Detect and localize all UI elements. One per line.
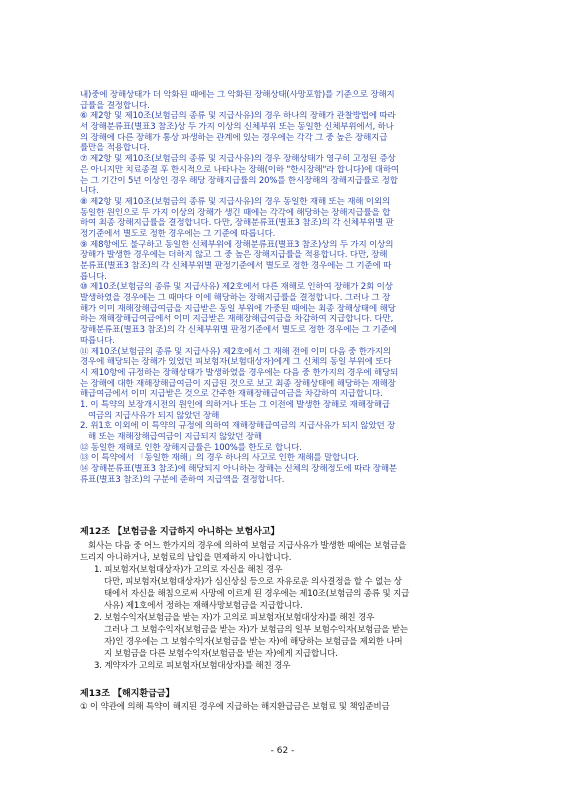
clause-line: 정기준에서 별도로 정한 경우에는 그 기준에 따릅니다.	[80, 228, 276, 239]
section-line: 드리지 아니하거나, 보험료의 납입을 면제하지 아니합니다.	[80, 553, 292, 563]
clause-list-item-cont: 해 또는 재해장해급여금이 지급되지 않았던 장해	[88, 432, 262, 442]
clause-line: ⑪ 제10조(보험금의 종류 및 지급사유) 제2호에서 그 재해 전에 이미 다음 중 한가지의	[80, 346, 391, 357]
clause-line: 는 장해에 대한 재해장해급여금이 지급된 것으로 보고 최종 장해상태에 해당하는 재해장	[80, 378, 396, 389]
clause-line: 해급여금에서 이미 지급받은 것으로 간주한 재해장해급여금을 차감하여 지급합니다.	[80, 389, 383, 400]
clause-line: 하는 재해장해급여금에서 이미 지급받은 재해장해급여금을 차감하여 지급합니다. 다만,	[80, 314, 394, 325]
clause-line: 장해분류표(별표3 참조)의 각 신체부위별 판정기준에서 별도로 정한 경우에는 그 기준에	[80, 325, 397, 336]
section-list-item-cont: 사유) 제1호에서 정하는 재해사망보험금을 지급합니다.	[104, 601, 303, 611]
clause-line: ⑦ 제2항 및 제10조(보험금의 종류 및 지급사유)의 경우 장해상태가 영구히 고정된 증상	[80, 154, 396, 165]
section-13-body	[80, 701, 488, 713]
clause-line: ⑫ 동일한 재해로 인한 장해지급률은 100%를 한도로 합니다.	[80, 442, 302, 453]
clause-line: ⑨ 제8항에도 불구하고 동일한 신체부위에 장해분류표(별표3 참조)상의 두 가지 이상의	[80, 239, 394, 250]
clause-line: 급률을 결정합니다.	[80, 100, 150, 111]
clause-line: 해가 이미 재해장해급여금을 지급받은 동일 부위에 가중된 때에는 최종 장해상태에 해당	[80, 303, 396, 314]
clause-line: 의 장해에 다른 장해가 통상 파생하는 관계에 있는 경우에는 각각 그 중 높은 장해지급	[80, 132, 388, 143]
section-12-title: 제12조 【보험금을 지급하지 아니하는 보험사고】	[80, 527, 280, 537]
section-list-item: 3. 계약자가 고의로 피보험자(보험대상자)를 해친 경우	[94, 661, 291, 671]
page-number: - 62 -	[270, 746, 295, 756]
clause-line: 장해가 발생한 경우에는 더하지 않고 그 중 높은 장해지급률을 적용합니다. 다만, 장해	[80, 250, 388, 261]
clause-list-item-cont: 여금의 지급사유가 되지 않았던 장해	[88, 410, 220, 421]
section-list-item: 2. 보험수익자(보험금을 받는 자)가 고의로 피보험자(보험대상자)를 해친 경우	[94, 613, 375, 623]
clause-line: 류표(별표3 참조)의 구분에 준하여 지급액을 결정합니다.	[80, 474, 285, 485]
clause-line: ⑩ 제10조(보험금의 종류 및 지급사유) 제2호에서 다른 재해로 인하여 장해가 2회 이상	[80, 282, 393, 293]
clause-line: 분류표(별표3 참조)의 각 신체부위별 판정기준에서 별도로 정한 경우에는 그 기준에 따	[80, 261, 392, 271]
clause-line: 시 제10항에 규정하는 장해상태가 발생하였을 경우에는 다음 중 한가지의 경우에 해당되	[80, 367, 399, 378]
clause-line: ⑬ 이 특약에서 「동일한 재해」의 경우 하나의 사고로 인한 재해를 말합니다.	[80, 453, 359, 464]
clause-line: 경우에 해당되는 장해가 있었던 피보험자(보험대상자)에게 그 신체의 동일 부위에 또다	[80, 357, 392, 368]
clause-line: 내)중에 장해상태가 더 악화된 때에는 그 악화된 장해상태(사망포함)를 기준으로 장해지	[80, 90, 395, 100]
section-list-item-cont: 지 보험금을 다른 보험수익자(보험금을 받는 자)에게 지급합니다.	[104, 649, 338, 659]
clause-list-item: 2. 위1호 이외에 이 특약의 규정에 의하여 재해장해급여금의 지급사유가 되지 않았던 장	[80, 421, 396, 432]
clause-line: 릅니다.	[80, 271, 107, 282]
section-list-item-cont: 자)인 경우에는 그 보험수익자(보험금을 받는 자)에 해당하는 보험금을 제외한 나머	[104, 637, 403, 647]
clause-line: 니다.	[80, 186, 99, 197]
clause-line: 은 아니지만 치료종결 후 한시적으로 나타나는 장해(이하 "한시장해"라 합니다)에 대하여	[80, 164, 399, 175]
clause-line: ⑥ 제2항 및 제10조(보험금의 종류 및 지급사유)의 경우 하나의 장해가 관찰방법에 따라	[80, 111, 396, 122]
section-list-item-cont: 그러나 그 보험수익자(보험금을 받는 자)가 보험금의 일부 보험수익자(보험금을 받는	[104, 625, 408, 635]
section-line: ① 이 약관에 의해 특약이 해지된 경우에 지급하는 해지환급금은 보험료 및 책임준비금	[80, 702, 390, 712]
section-list-item: 1. 피보험자(보험대상자)가 고의로 자신을 해친 경우	[94, 565, 283, 575]
section-13-title: 제13조 【해지환급금】	[80, 689, 175, 699]
clause-line: ⑭ 장해분류표(별표3 참조)에 해당되지 아니하는 장해는 신체의 장해정도에 따라 장해분	[80, 464, 397, 475]
clause-line: 는 그 기간이 5년 이상인 경우 해당 장해지급률의 20%를 한시장해의 장해지급률로 정합	[80, 175, 398, 186]
clause-line: 발생하였을 경우에는 그 때마다 이에 해당하는 장해지급률을 결정합니다. 그러나 그 장	[80, 293, 391, 304]
section-list-item-cont: 다만, 피보험자(보험대상자)가 심신상실 등으로 자유로운 의사결정을 할 수 없는 상	[104, 577, 402, 587]
highlighted-clause-block	[80, 90, 488, 485]
section-12-body	[80, 540, 488, 672]
section-line: 회사는 다음 중 어느 한가지의 경우에 의하여 보험금 지급사유가 발생한 때에는 보험금을	[88, 541, 407, 551]
clause-line: 하여 최종 장해지급률을 결정합니다. 다만, 장해분류표(별표3 참조)의 각 신체부위별 판	[80, 218, 394, 229]
section-list-item-cont: 태에서 자신을 해침으로써 사망에 이르게 된 경우에는 제10조(보험금의 종류 및 지급	[104, 589, 410, 599]
clause-line: 따릅니다.	[80, 335, 115, 346]
clause-line: ⑧ 제2항 및 제10조(보험금의 종류 및 지급사유)의 경우 동일한 재해 또는 재해 이외의	[80, 196, 391, 207]
clause-line: 동일한 원인으로 두 가지 이상의 장해가 생긴 때에는 각각에 해당하는 장해지급률을 합	[80, 207, 391, 218]
clause-list-item: 1. 이 특약의 보장개시전의 원인에 의하거나 또는 그 이전에 발생한 장해로 재해장해급	[80, 399, 390, 410]
clause-line: 서 장해분류표(별표3 참조)상 두 가지 이상의 신체부위 또는 동일한 신체부위에서, 하나	[80, 122, 394, 133]
clause-line: 률만을 적용합니다.	[80, 143, 150, 154]
